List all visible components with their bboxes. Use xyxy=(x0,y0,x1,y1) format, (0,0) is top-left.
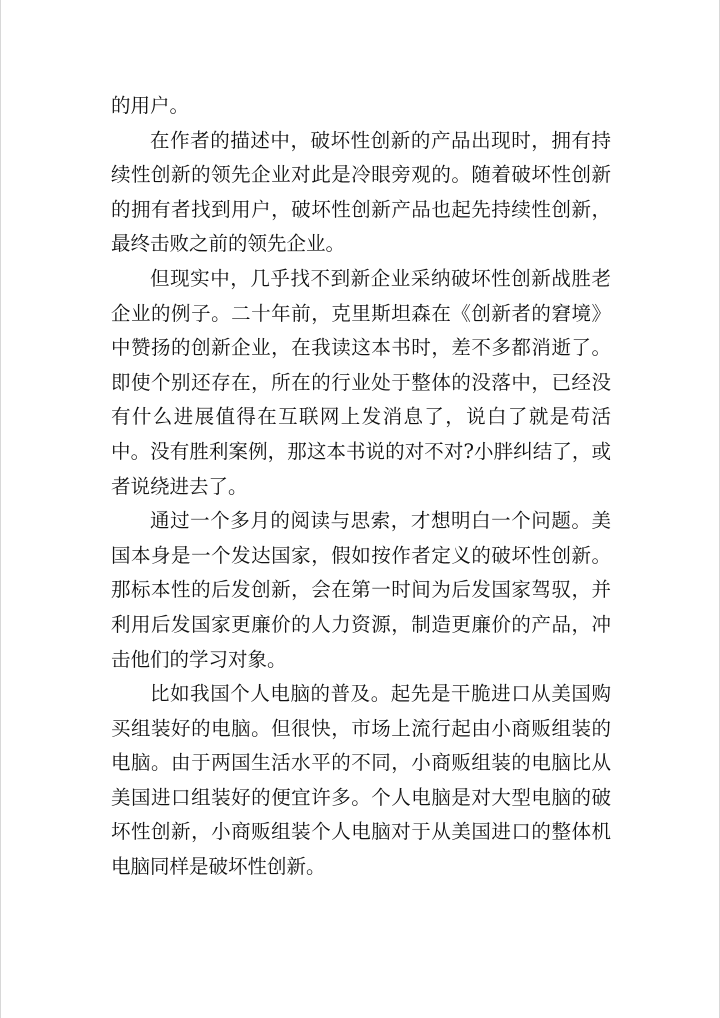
document-body xyxy=(111,89,611,885)
paragraph: 通过一个多月的阅读与思索，才想明白一个问题。美国本身是一个发达国家，假如按作者定义的破坏性创新。那标本性的后发创新，会在第一时间为后发国家驾驭，并利用后发国家更廉价的人力资源，制造更廉价的产品，冲击他们的学习对象。 xyxy=(111,509,611,671)
paragraph: 但现实中，几乎找不到新企业采纳破坏性创新战胜老企业的例子。二十年前，克里斯坦森在《创新者的窘境》中赞扬的创新企业，在我读这本书时，差不多都消逝了。即使个别还存在，所在的行业处于整体的没落中，已经没有什么进展值得在互联网上发消息了，说白了就是苟活中。没有胜利案例，那这本书说的对不对?小胖纠结了，或者说绕进去了。 xyxy=(111,266,611,498)
paragraph: 在作者的描述中，破坏性创新的产品出现时，拥有持续性创新的领先企业对此是冷眼旁观的。随着破坏性创新的拥有者找到用户，破坏性创新产品也起先持续性创新，最终击败之前的领先企业。 xyxy=(111,128,611,256)
paragraph-continuation: 的用户。 xyxy=(111,94,190,117)
paragraph: 比如我国个人电脑的普及。起先是干脆进口从美国购买组装好的电脑。但很快，市场上流行起由小商贩组装的电脑。由于两国生活水平的不同，小商贩组装的电脑比从美国进口组装好的便宜许多。个人电脑是对大型电脑的破坏性创新，小商贩组装个人电脑对于从美国进口的整体机电脑同样是破坏性创新。 xyxy=(111,682,611,879)
